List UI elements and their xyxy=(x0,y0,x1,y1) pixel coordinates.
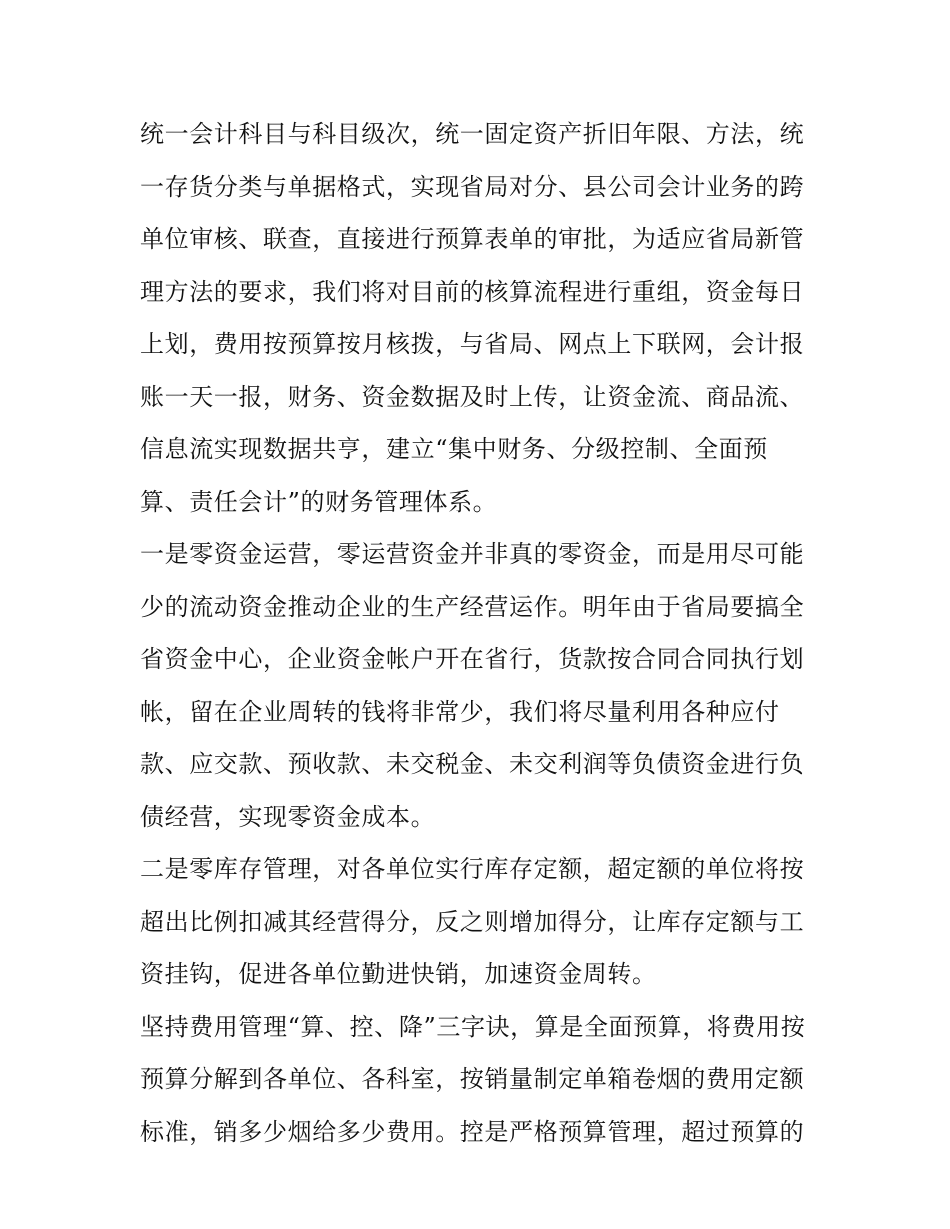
text-line: 省资金中心，企业资金帐户开在省行，货款按合同合同执行划 xyxy=(140,645,805,673)
text-line: 算、责任会计”的财务管理体系。 xyxy=(140,487,498,516)
text-line: 标准，销多少烟给多少费用。控是严格预算管理，超过预算的 xyxy=(140,1117,805,1146)
text-line: 二是零库存管理，对各单位实行库存定额，超定额的单位将按 xyxy=(140,855,805,883)
document-body xyxy=(140,108,820,1158)
text-line: 账一天一报，财务、资金数据及时上传，让资金流、商品流、 xyxy=(140,382,805,411)
text-line: 上划，费用按预算按月核拨，与省局、网点上下联网，会计报 xyxy=(140,330,805,358)
text-line: 统一会计科目与科目级次，统一固定资产折旧年限、方法，统 xyxy=(140,120,805,148)
text-line: 债经营，实现零资金成本。 xyxy=(140,802,436,831)
text-line: 预算分解到各单位、各科室，按销量制定单箱卷烟的费用定额 xyxy=(140,1065,805,1093)
text-line: 超出比例扣减其经营得分，反之则增加得分，让库存定额与工 xyxy=(140,907,805,936)
text-line: 坚持费用管理“算、控、降”三字诀，算是全面预算，将费用按 xyxy=(140,1012,806,1041)
text-line: 帐，留在企业周转的钱将非常少，我们将尽量利用各种应付 xyxy=(140,697,780,726)
text-line: 单位审核、联查，直接进行预算表单的审批，为适应省局新管 xyxy=(140,225,805,253)
text-line: 一是零资金运营，零运营资金并非真的零资金，而是用尽可能 xyxy=(140,540,805,568)
text-line: 少的流动资金推动企业的生产经营运作。明年由于省局要搞全 xyxy=(140,592,805,621)
text-line: 资挂钩，促进各单位勤进快销，加速资金周转。 xyxy=(140,960,657,988)
text-line: 信息流实现数据共亨，建立“集中财务、分级控制、全面预 xyxy=(140,435,768,463)
text-line: 一存货分类与单据格式，实现省局对分、县公司会计业务的跨 xyxy=(140,172,805,201)
text-line: 理方法的要求，我们将对目前的核算流程进行重组，资金每日 xyxy=(140,277,805,306)
text-line: 款、应交款、预收款、未交税金、未交利润等负债资金进行负 xyxy=(140,750,805,778)
